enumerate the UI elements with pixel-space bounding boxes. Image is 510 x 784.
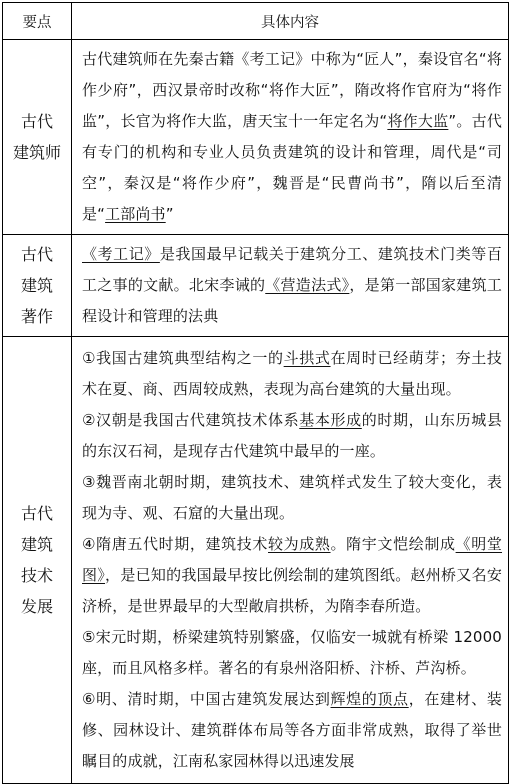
row-architects xyxy=(3,40,509,235)
content-table xyxy=(2,2,509,784)
text-segment: ⑥明、清时期，中国古建筑发展达到 xyxy=(82,690,331,708)
text-segment: ③魏晋南北朝时期，建筑技术、建筑样式发生了较大变化，表现为寺、观、石窟的大量出现。 xyxy=(82,473,502,522)
key-line: 技术 xyxy=(20,566,53,585)
underlined-term: 较为成熟 xyxy=(268,535,331,553)
header-row xyxy=(3,3,509,40)
numbered-paragraph xyxy=(82,343,502,405)
underlined-term: 工部尚书 xyxy=(105,205,166,223)
key-line: 著作 xyxy=(20,307,53,326)
text-segment: ，是已知的我国最早按比例绘制的建筑图纸。赵州桥又名安济桥，是世界最早的大型敞肩拱桥，为隋李春所造。 xyxy=(82,566,502,615)
paragraph xyxy=(82,239,502,332)
text-segment: ④隋唐五代时期，建筑技术 xyxy=(82,535,269,553)
text-segment: ⑤宋元时期，桥梁建筑特别繁盛，仅临安一城就有桥梁 12000 座，而且风格多样。著名的有泉州洛阳桥、汴桥、芦沟桥。 xyxy=(82,628,502,677)
text-segment: ，在建材、装修、园林设计、建筑群体布局等各方面非常成熟，取得了举世瞩目的成就，江南私家园林得以迅速发展 xyxy=(82,690,502,770)
text-segment: 是我国最早记载关于建筑分工、建筑技术门类等百工之事的文献。北宋李诫的 xyxy=(82,245,502,294)
text-segment: 在周时已经萌芽；夯土技术在夏、商、西周较成熟，表现为高台建筑的大量出现。 xyxy=(82,349,502,398)
numbered-paragraph xyxy=(82,684,502,777)
text-segment: ”。古代有专门的机构和专业人员负责建筑的设计和管理，周代是“司空”，秦汉是“将作少府”，魏晋是“民曹尚书”，隋以后至清是“ xyxy=(82,112,502,223)
underlined-term: 将作大监 xyxy=(387,112,449,130)
key-line: 建筑师 xyxy=(12,143,61,162)
row-works xyxy=(3,235,509,337)
underlined-term: 《考工记》 xyxy=(82,245,160,263)
numbered-paragraph xyxy=(82,405,502,467)
underlined-term: 辉煌的顶点 xyxy=(330,690,409,708)
text-segment: ②汉朝是我国古代建筑技术体系 xyxy=(82,411,300,429)
text-segment: ” xyxy=(165,205,174,223)
content-cell xyxy=(72,235,509,337)
key-line: 古代 xyxy=(20,245,53,264)
key-line: 古代 xyxy=(20,112,53,131)
numbered-paragraph xyxy=(82,467,502,529)
underlined-term: 《明堂图》 xyxy=(82,535,503,584)
content-cell xyxy=(72,337,509,784)
key-line: 建筑 xyxy=(20,535,53,554)
key-cell xyxy=(3,337,72,784)
text-segment: 的时期，山东历城县的东汉石祠，是现存古代建筑中最早的一座。 xyxy=(82,411,502,460)
numbered-paragraph xyxy=(82,622,502,684)
header-key: 要点 xyxy=(3,3,72,40)
content-cell xyxy=(72,40,509,235)
text-segment: ，是第一部国家建筑工程设计和管理的法典 xyxy=(82,276,502,325)
key-line: 古代 xyxy=(20,504,53,523)
key-cell xyxy=(3,235,72,337)
paragraph xyxy=(82,44,502,230)
text-segment: 。隋宇文恺绘制成 xyxy=(330,535,456,553)
text-segment: 古代建筑师在先秦古籍《考工记》中称为“匠人”，秦设官名“将作少府”，西汉景帝时改称“将作大匠”，隋改将作官府为“将作监”，长官为将作大监，唐天宝十一年定名为“ xyxy=(82,50,502,130)
underlined-term: 基本形成 xyxy=(299,411,362,429)
underlined-term: 斗拱式 xyxy=(283,349,331,367)
key-line: 建筑 xyxy=(20,276,53,295)
row-techniques xyxy=(3,337,509,784)
key-line: 发展 xyxy=(20,597,53,616)
underlined-term: 《营造法式》 xyxy=(265,276,350,294)
numbered-paragraph xyxy=(82,529,502,622)
header-content: 具体内容 xyxy=(72,3,509,40)
key-cell xyxy=(3,40,72,235)
text-segment: ①我国古建筑典型结构之一的 xyxy=(82,349,284,367)
